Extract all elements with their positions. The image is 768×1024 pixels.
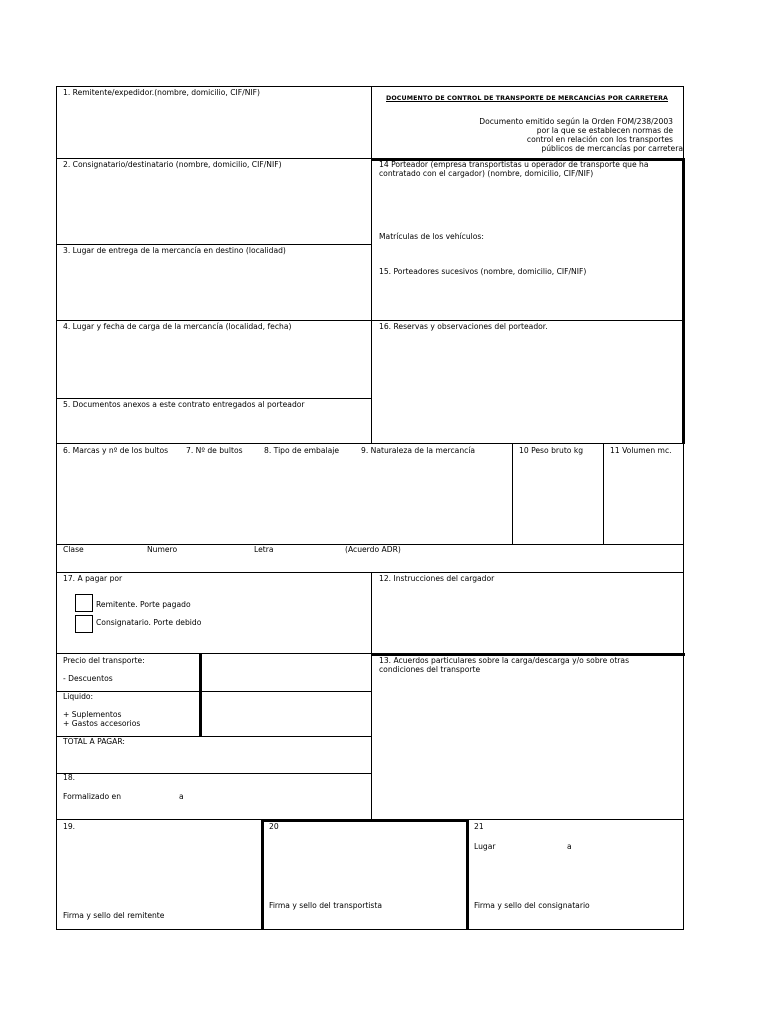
accessory-costs-label: + Gastos accesorios [63, 719, 141, 728]
clase-label: Clase [63, 545, 84, 554]
carrier-signature-label: Firma y sello del transportista [269, 901, 382, 910]
field-1-label: 1. Remitente/expedidor.(nombre, domicilio, CIF/NIF) [63, 88, 260, 97]
border-left [56, 86, 57, 930]
vehicle-plates-label: Matrículas de los vehículos: [379, 232, 484, 241]
divider [512, 443, 513, 545]
field-9-label: 9. Naturaleza de la mercancía [361, 446, 476, 455]
field-21-label: 21 [474, 822, 484, 831]
thick-border [682, 158, 685, 444]
thick-border [466, 819, 469, 930]
field-20-label: 20 [269, 822, 279, 831]
field-6-label: 6. Marcas y nº de los bultos [63, 446, 169, 455]
thick-border [261, 819, 469, 822]
note-line-2: por la que se establecen normas de [536, 126, 673, 135]
field-2-label: 2. Consignatario/destinatario (nombre, domicilio, CIF/NIF) [63, 160, 282, 169]
consignatario-checkbox[interactable] [75, 615, 93, 633]
numero-label: Numero [147, 545, 178, 554]
field-15-label: 15. Porteadores sucesivos (nombre, domicilio, CIF/NIF) [379, 267, 587, 276]
field-4-label: 4. Lugar y fecha de carga de la mercancía (localidad, fecha) [63, 322, 292, 331]
net-label: Liquido: [63, 692, 94, 701]
field-11-label: 11 Volumen mc. [610, 446, 672, 455]
field-17-label: 17. A pagar por [63, 574, 123, 583]
formalizado-a-label: a [179, 792, 184, 801]
field-8-label: 8. Tipo de embalaje [264, 446, 340, 455]
remitente-checkbox[interactable] [75, 594, 93, 612]
note-line-3: control en relación con los transportes [526, 135, 673, 144]
divider [56, 443, 684, 444]
document-title: DOCUMENTO DE CONTROL DE TRANSPORTE DE MERCANCÍAS POR CARRETERA [386, 95, 669, 102]
supplements-label: + Suplementos [63, 710, 122, 719]
note-line-1: Documento emitido según la Orden FOM/238/2003 [479, 117, 673, 126]
field-18-label: 18. [63, 773, 76, 782]
divider [56, 320, 684, 321]
divider [56, 572, 684, 573]
thick-border [261, 819, 264, 930]
consignatario-porte-label: Consignatario. Porte debido [96, 618, 202, 627]
divider [603, 443, 604, 545]
sender-signature-label: Firma y sello del remitente [63, 911, 165, 920]
place-label: Lugar [474, 842, 496, 851]
field-16-label: 16. Reservas y observaciones del porteador. [379, 322, 548, 331]
field-5-label: 5. Documentos anexos a este contrato entregados al porteador [63, 400, 305, 409]
divider [56, 244, 372, 245]
formalizado-label: Formalizado en [63, 792, 122, 801]
discounts-label: - Descuentos [63, 674, 113, 683]
consignee-signature-label: Firma y sello del consignatario [474, 901, 590, 910]
divider [371, 572, 372, 820]
thick-border [199, 653, 202, 737]
divider [56, 773, 372, 774]
adr-label: (Acuerdo ADR) [345, 545, 401, 554]
field-12-label: 12. Instrucciones del cargador [379, 574, 495, 583]
field-10-label: 10 Peso bruto kg [519, 446, 584, 455]
place-a-label: a [567, 842, 572, 851]
note-line-4: públicos de mercancías por carretera [541, 144, 683, 153]
field-19-label: 19. [63, 822, 76, 831]
field-7-label: 7. Nº de bultos [186, 446, 243, 455]
letra-label: Letra [254, 545, 274, 554]
divider [371, 158, 372, 444]
remitente-porte-label: Remitente. Porte pagado [96, 600, 191, 609]
border-top [56, 86, 684, 87]
field-13-label: 13. Acuerdos particulares sobre la carga/descarga y/o sobre otras condiciones del transporte [379, 656, 630, 675]
divider [56, 653, 372, 654]
field-3-label: 3. Lugar de entrega de la mercancía en destino (localidad) [63, 246, 286, 255]
divider [56, 398, 372, 399]
border-bottom [56, 929, 684, 930]
divider [56, 691, 372, 692]
price-label: Precio del transporte: [63, 656, 145, 665]
total-label: TOTAL A PAGAR: [63, 737, 125, 746]
field-14-label: 14 Porteador (empresa transportistas u operador de transporte que ha contratado con el cargador) (nombre, domicilio, CIF/NIF) [379, 160, 649, 179]
divider [371, 86, 372, 159]
